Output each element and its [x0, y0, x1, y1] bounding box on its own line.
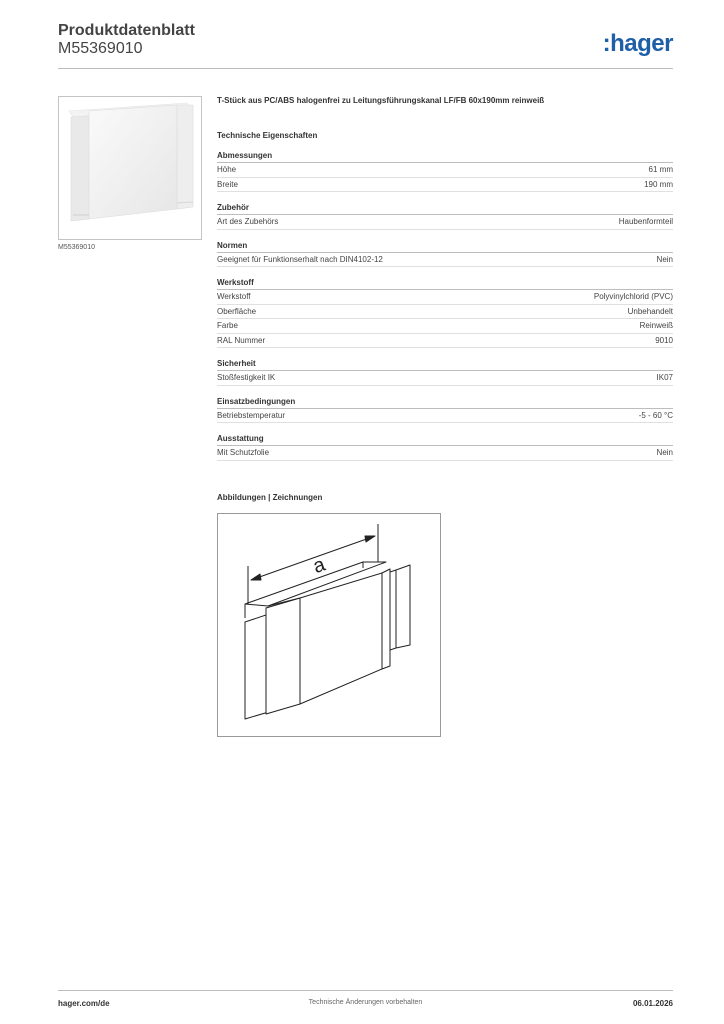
- page-header: [58, 22, 673, 69]
- property-value: 190 mm: [644, 179, 673, 189]
- property-value: Haubenformteil: [618, 217, 673, 226]
- hager-logo: :hager: [602, 30, 673, 57]
- property-row: [217, 409, 673, 424]
- property-row: [217, 178, 673, 193]
- property-value: IK07: [656, 373, 673, 382]
- section-title: Ausstattung: [217, 434, 673, 446]
- section-equipment: [217, 434, 673, 461]
- property-label: Breite: [217, 179, 238, 189]
- property-value: Nein: [656, 448, 673, 457]
- section-title: Sicherheit: [217, 359, 673, 371]
- photo-caption: M55369010: [58, 244, 95, 251]
- t-piece-drawing: [218, 514, 440, 736]
- technical-properties-heading: Technische Eigenschaften: [217, 131, 318, 140]
- property-value: 61 mm: [648, 165, 673, 174]
- section-title: Einsatzbedingungen: [217, 397, 673, 409]
- product-details: [217, 96, 673, 461]
- property-label: Mit Schutzfolie: [217, 448, 270, 457]
- document-title: Produktdatenblatt: [58, 22, 195, 39]
- property-row: [217, 305, 673, 320]
- section-safety: [217, 359, 673, 386]
- property-value: Nein: [656, 254, 673, 264]
- drawings-heading: Abbildungen | Zeichnungen: [217, 493, 323, 502]
- property-label: RAL Nummer: [217, 335, 266, 345]
- section-standards: [217, 241, 673, 268]
- property-label: Betriebstemperatur: [217, 410, 286, 420]
- property-label: Geeignet für Funktionserhalt nach DIN4102-12: [217, 254, 383, 264]
- section-title: Normen: [217, 241, 673, 253]
- footer-notice: Technische Änderungen vorbehalten: [308, 999, 423, 1006]
- property-label: Werkstoff: [217, 292, 251, 301]
- property-row: [217, 319, 673, 334]
- property-label: Farbe: [217, 321, 238, 330]
- property-value: Reinweiß: [639, 321, 673, 330]
- section-title: Werkstoff: [217, 278, 673, 290]
- property-value: Polyvinylchlorid (PVC): [593, 292, 673, 301]
- section-dimensions: [217, 151, 673, 192]
- section-title: Abmessungen: [217, 151, 673, 163]
- property-row: [217, 163, 673, 178]
- page-footer: [58, 990, 673, 1011]
- property-value: 9010: [655, 335, 673, 345]
- section-operating-conditions: [217, 397, 673, 424]
- property-value: Unbehandelt: [627, 306, 673, 316]
- technical-drawing: [217, 513, 441, 737]
- property-row: [217, 371, 673, 386]
- property-label: Stoßfestigkeit IK: [217, 373, 276, 382]
- product-photo: [58, 96, 202, 240]
- property-row: [217, 253, 673, 268]
- property-row: [217, 290, 673, 305]
- property-value: -5 - 60 °C: [638, 410, 673, 420]
- footer-date: 06.01.2026: [632, 999, 673, 1008]
- product-number: M55369010: [58, 40, 143, 57]
- section-accessories: [217, 203, 673, 230]
- property-row: [217, 334, 673, 349]
- property-row: [217, 215, 673, 230]
- section-title: Zubehör: [217, 203, 673, 215]
- property-row: [217, 446, 673, 461]
- property-label: Oberfläche: [217, 306, 257, 316]
- section-material: [217, 278, 673, 348]
- product-description: T-Stück aus PC/ABS halogenfrei zu Leitungsführungskanal LF/FB 60x190mm reinweiß: [217, 96, 545, 105]
- product-photo-image: [59, 97, 201, 239]
- property-label: Art des Zubehörs: [217, 217, 279, 226]
- footer-website: hager.com/de: [58, 999, 110, 1008]
- dimension-label: a: [310, 553, 329, 578]
- property-label: Höhe: [217, 165, 237, 174]
